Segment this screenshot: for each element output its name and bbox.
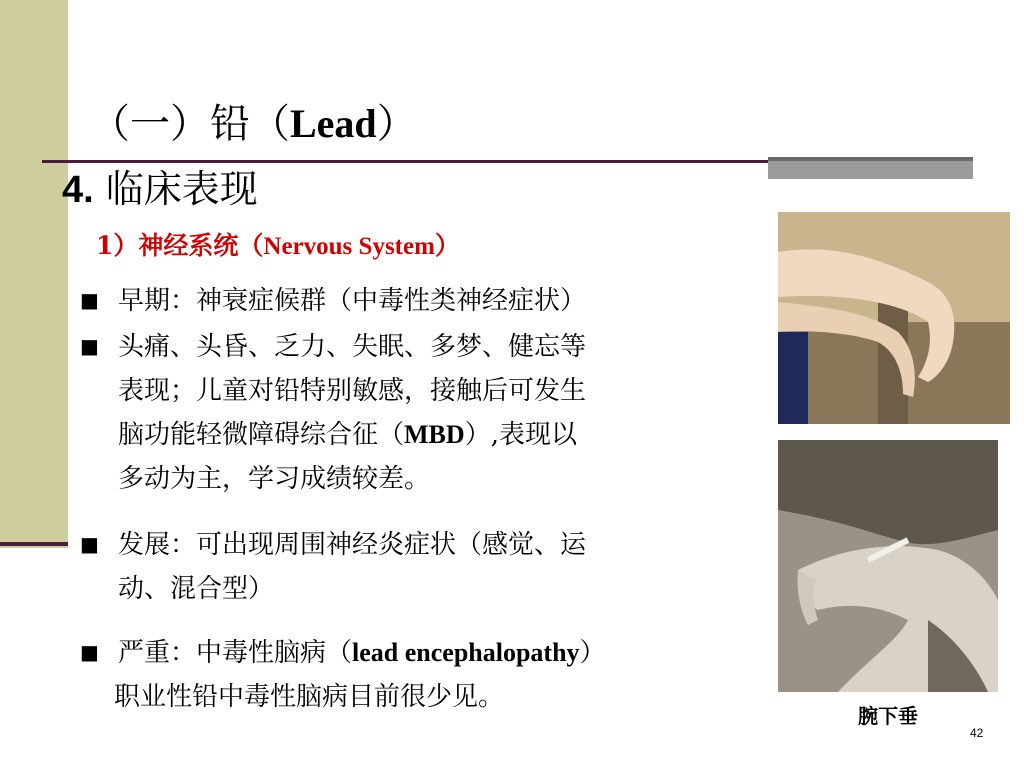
bullet-mark: ■ <box>80 334 99 358</box>
bullet-symptoms-line3-pre: 脑功能轻微障碍综合征（ <box>118 420 405 450</box>
subheading-latin: Nervous System <box>263 233 435 260</box>
subheading-suffix: ） <box>434 231 460 260</box>
title-prefix: （一）铅（ <box>90 101 290 147</box>
bullet-early <box>80 278 586 323</box>
slide-title <box>90 92 417 149</box>
bullet-symptoms-line3-latin: MBD <box>404 420 465 449</box>
photo-caption: 腕下垂 <box>858 704 918 728</box>
section-number: 4. <box>62 169 94 211</box>
bullet-progression <box>80 522 586 611</box>
title-latin: Lead <box>290 101 377 146</box>
bullet-severe-line2: 职业性铅中毒性脑病目前很少见。 <box>114 682 505 712</box>
wrist-drop-photo-bw <box>778 440 998 692</box>
page-number: 42 <box>970 726 984 740</box>
left-rule <box>0 542 68 546</box>
bullet-symptoms-line1: 头痛、头昏、乏力、失眠、多梦、健忘等 <box>118 332 587 362</box>
bullet-symptoms <box>80 324 586 501</box>
bullet-early-text: 早期：神衰症候群（中毒性类神经症状） <box>118 286 587 316</box>
sub-heading <box>96 226 460 262</box>
side-bar-decoration <box>0 0 68 548</box>
bullet-severe-line1-pre: 严重：中毒性脑病（ <box>118 638 353 668</box>
bullet-severe-line1-post: ） <box>579 638 606 668</box>
bullet-symptoms-line2: 表现；儿童对铅特别敏感，接触后可发生 <box>118 376 587 406</box>
bullet-progression-line1: 发展：可出现周围神经炎症状（感觉、运 <box>118 530 587 560</box>
bullet-progression-line2: 动、混合型） <box>118 574 275 604</box>
section-text: 临床表现 <box>93 167 258 211</box>
bullet-mark: ■ <box>80 532 99 556</box>
subheading-prefix: 1）神经系统（ <box>96 231 264 260</box>
bullet-severe <box>80 630 606 719</box>
bullet-mark: ■ <box>80 288 99 312</box>
rule-block-decoration <box>768 157 973 179</box>
wrist-drop-photo-bw-illustration <box>778 440 998 692</box>
wrist-drop-photo-color <box>778 212 1010 424</box>
title-suffix: ） <box>376 101 417 147</box>
wrist-drop-photo-color-illustration <box>778 212 1010 424</box>
bullet-mark: ■ <box>80 640 99 664</box>
section-heading <box>62 158 258 213</box>
bullet-symptoms-line3-post: ）,表现以 <box>464 420 577 450</box>
bullet-symptoms-line4: 多动为主，学习成绩较差。 <box>118 464 431 494</box>
bullet-severe-line1-latin: lead encephalopathy <box>352 638 580 667</box>
